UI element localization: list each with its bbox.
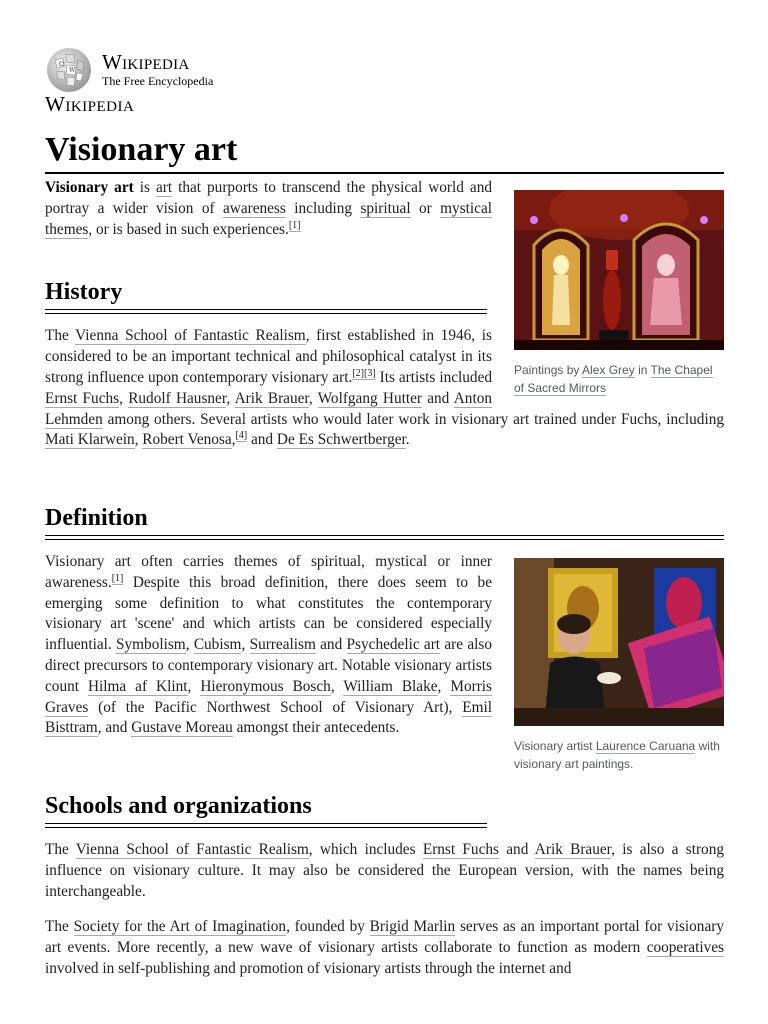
link-hieronymous-bosch[interactable]: Hieronymous Bosch [200, 677, 331, 695]
link-arik-brauer[interactable]: Arik Brauer [234, 389, 309, 407]
link-rudolf-hausner[interactable]: Rudolf Hausner [128, 389, 227, 407]
page-title: Visionary art [45, 128, 724, 174]
link-themes[interactable]: themes [45, 220, 89, 238]
heading-schools: Schools and organizations [45, 791, 487, 824]
link-psychedelic-art[interactable]: Psychedelic art [346, 636, 441, 654]
lead-section [45, 178, 724, 451]
link-vienna-school-2[interactable]: Vienna School of Fantastic Realism [75, 841, 309, 858]
ref-1b[interactable]: [1] [111, 572, 124, 584]
link-gustave-moreau[interactable]: Gustave Moreau [131, 719, 233, 737]
link-cubism[interactable]: Cubism [193, 636, 242, 654]
wordmark[interactable]: Wikipedia [102, 50, 190, 74]
link-society-art-of-imagination[interactable]: Society for the Art of Imagination [73, 918, 287, 936]
link-cooperatives[interactable]: cooperatives [646, 939, 724, 957]
ref-1[interactable]: [1] [288, 219, 301, 231]
history-paragraph: The Vienna School of Fantastic Realism, first established in 1946, is considered to be an important technical and philosophical catalyst in its strong influence upon contemporary visionary art.[2][3] Its artists included Ernst Fuchs, Rudolf Hausner, Arik Brauer, Wolfgang Hutter and Anton Lehmden among others. Several artists who would later work in visionary art trained under Fuchs, including Mati Klarwein, Robert Venosa,[4] and De Es Schwertberger. [45, 327, 724, 449]
definition-section [45, 503, 724, 773]
ref-2[interactable]: [2] [352, 367, 364, 379]
link-mati-klarwein[interactable]: Mati Klarwein [45, 431, 135, 449]
link-chapel-of-sacred-mirrors[interactable]: The Chapel of Sacred Mirrors [514, 363, 713, 395]
laurence-caruana-image[interactable] [514, 558, 724, 726]
heading-definition: Definition [45, 503, 724, 536]
link-mystical[interactable]: mystical [440, 199, 492, 217]
link-emil-bisttram[interactable]: Emil Bisttram [45, 698, 492, 737]
link-symbolism[interactable]: Symbolism [116, 636, 186, 654]
link-hilma-af-klint[interactable]: Hilma af Klint [87, 677, 188, 695]
link-anton-lehmden[interactable]: Anton Lehmden [45, 389, 492, 428]
schools-section [45, 791, 724, 980]
link-wolfgang-hutter[interactable]: Wolfgang Hutter [317, 389, 422, 407]
link-arik-brauer-2[interactable]: Arik Brauer [534, 841, 612, 858]
link-awareness[interactable]: awareness [222, 199, 286, 217]
chapel-of-sacred-mirrors-image[interactable] [514, 190, 724, 350]
wikipedia-globe-logo[interactable] [45, 46, 93, 94]
figure-chapel-caption: Paintings by Alex Grey in The Chapel of Sacred Mirrors [514, 363, 713, 395]
link-ernst-fuchs[interactable]: Ernst Fuchs [45, 389, 120, 407]
schools-paragraph-1: The Vienna School of Fantastic Realism, which includes Ernst Fuchs and Arik Brauer, is also a strong influence on visionary culture. It may also be considered the European version, with the names being interchangeable. [45, 841, 724, 900]
tagline: The Free Encyclopedia [102, 74, 214, 88]
link-laurence-caruana[interactable]: Laurence Caruana [595, 739, 696, 753]
ref-3[interactable]: [3] [363, 367, 376, 379]
schools-paragraph-2: The Society for the Art of Imagination, founded by Brigid Marlin serves as an important portal for visionary art events. More recently, a new wave of visionary artists collaborate to function as modern cooperatives involved in self-publishing and promotion of visionary artists through the internet and [45, 918, 724, 977]
site-header [45, 0, 724, 118]
link-morris-graves[interactable]: Morris Graves [45, 677, 492, 716]
link-art[interactable]: art [155, 179, 173, 196]
ref-4[interactable]: [4] [235, 430, 248, 442]
link-de-es-schwertberger[interactable]: De Es Schwertberger [276, 431, 406, 449]
definition-paragraph: Visionary art often carries themes of spiritual, mystical or inner awareness.[1] Despite this broad definition, there does seem to be emerging some definition to what constitutes the contemporary visionary art 'scene' and which artists can be considered especially influential. Symbolism, Cubism, Surrealism and Psychedelic art are also direct precursors to contemporary visionary art. Notable visionary artists count Hilma af Klint, Hieronymous Bosch, William Blake, Morris Graves (of the Pacific Northwest School of Visionary Art), Emil Bisttram, and Gustave Moreau amongst their antecedents. [45, 553, 492, 737]
link-ernst-fuchs-2[interactable]: Ernst Fuchs [422, 841, 499, 858]
link-vienna-school[interactable]: Vienna School of Fantastic Realism [75, 327, 306, 345]
figure-caruana-caption: Visionary artist Laurence Caruana with visionary art paintings. [514, 739, 720, 771]
link-brigid-marlin[interactable]: Brigid Marlin [369, 918, 456, 936]
svg-text:W: W [69, 67, 76, 74]
lead-paragraph: Visionary art is art that purports to transcend the physical world and portray a wider vision of awareness including spiritual or mystical themes, or is based in such experiences.[1] [45, 179, 492, 238]
wordmark-secondary: Wikipedia [45, 92, 135, 116]
svg-text:Ω: Ω [59, 61, 64, 68]
link-spiritual[interactable]: spiritual [360, 199, 411, 217]
link-robert-venosa[interactable]: Robert Venosa [142, 431, 232, 449]
figure-chapel [514, 190, 724, 397]
figure-caruana [514, 558, 724, 773]
heading-history: History [45, 277, 487, 310]
link-alex-grey[interactable]: Alex Grey [582, 363, 635, 377]
link-surrealism[interactable]: Surrealism [249, 636, 316, 654]
link-william-blake[interactable]: William Blake [343, 677, 438, 695]
